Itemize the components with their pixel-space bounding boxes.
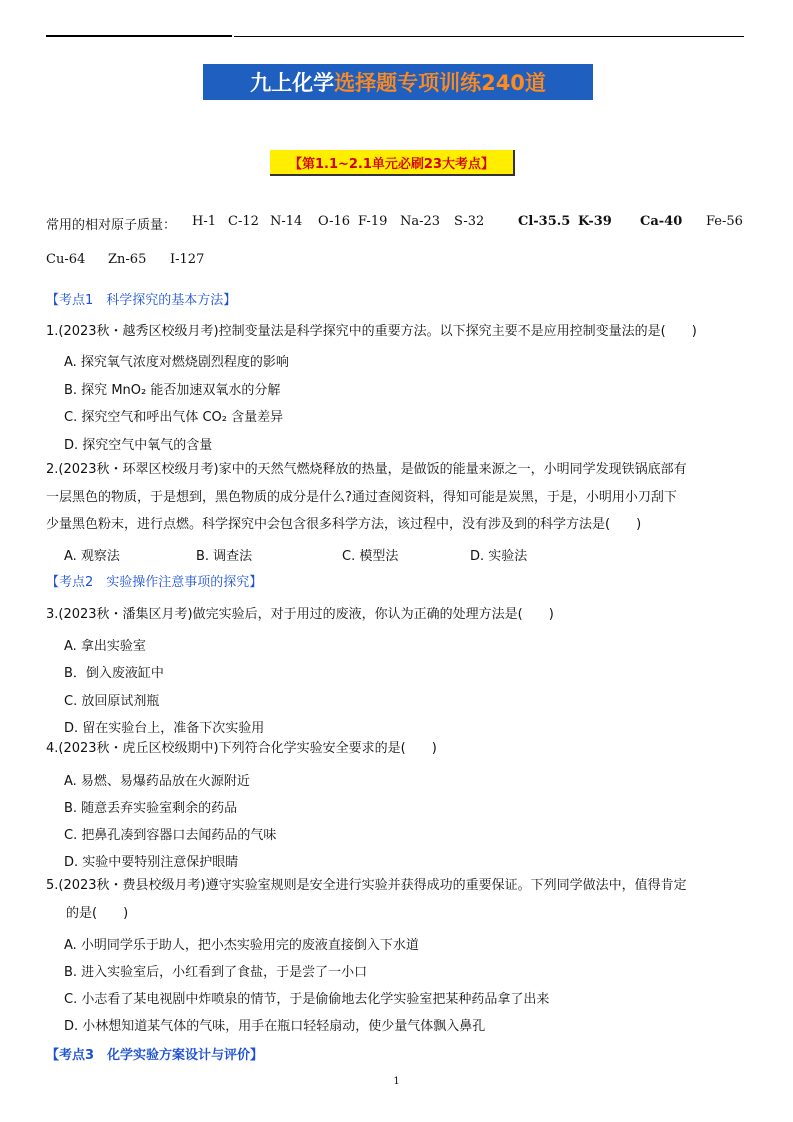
question-option: C. 把鼻孔凑到容器口去闻药品的气味	[64, 828, 277, 843]
kaodian-heading: 【考点3 化学实验方案设计与评价】	[46, 1048, 264, 1063]
atomic-mass-item: I-127	[170, 252, 205, 267]
question-option: A. 探究氧气浓度对燃烧剧烈程度的影响	[64, 355, 289, 370]
question-3-stem: 3.(2023秋・潘集区月考)做完实验后，对于用过的废液，你认为正确的处理方法是( )	[46, 607, 554, 622]
header-rule-thin	[234, 36, 744, 37]
question-option: C. 模型法	[342, 549, 399, 564]
question-option: C. 小志看了某电视剧中炸喷泉的情节，于是偷偷地去化学实验室把某种药品拿了出来	[64, 992, 550, 1007]
question-option: D. 探究空气中氧气的含量	[64, 438, 213, 453]
question-option: D. 实验中要特别注意保护眼睛	[64, 855, 239, 870]
atomic-mass-item: Zn-65	[108, 252, 147, 267]
atomic-masses-label: 常用的相对原子质量：	[46, 218, 177, 233]
kaodian-heading: 【考点2 实验操作注意事项的探究】	[46, 575, 263, 590]
atomic-mass-item: K-39	[578, 214, 612, 229]
title-part2: 选择题专项训练240道	[334, 71, 546, 95]
atomic-mass-item: C-12	[228, 214, 259, 229]
question-5-stem: 5.(2023秋・费县校级月考)遵守实验室规则是安全进行实验并获得成功的重要保证。下列同学做法中，值得肯定	[46, 878, 687, 893]
header-rule-thick	[46, 35, 232, 37]
question-option: C. 放回原试剂瓶	[64, 694, 160, 709]
question-2-stem-cont: 一层黑色的物质，于是想到，黑色物质的成分是什么?通过查阅资料，得知可能是炭黑，于是，小明用小刀刮下	[46, 490, 677, 505]
question-option: B. 进入实验室后，小红看到了食盐，于是尝了一小口	[64, 965, 368, 980]
atomic-mass-item: Ca-40	[640, 214, 683, 229]
question-option: A. 拿出实验室	[64, 639, 146, 654]
question-option: B. 调查法	[196, 549, 253, 564]
document-title	[203, 64, 593, 100]
question-2-stem-cont: 少量黑色粉末，进行点燃。科学探究中会包含很多科学方法，该过程中，没有涉及到的科学方法是( )	[46, 517, 642, 532]
question-option: A. 易燃、易爆药品放在火源附近	[64, 774, 250, 789]
question-2-stem: 2.(2023秋・环翠区校级月考)家中的天然气燃烧释放的热量，是做饭的能量来源之一，小明同学发现铁锅底部有	[46, 462, 687, 477]
question-option: D. 留在实验台上，准备下次实验用	[64, 721, 265, 736]
question-option: C. 探究空气和呼出气体 CO₂ 含量差异	[64, 410, 284, 425]
question-option: B. 随意丢弃实验室剩余的药品	[64, 801, 238, 816]
atomic-mass-item: S-32	[454, 214, 485, 229]
question-5-stem-cont: 的是( )	[66, 906, 129, 921]
question-1-stem: 1.(2023秋・越秀区校级月考)控制变量法是科学探究中的重要方法。以下探究主要不是应用控制变量法的是( )	[46, 324, 697, 339]
atomic-mass-item: O-16	[318, 214, 351, 229]
kaodian-heading: 【考点1 科学探究的基本方法】	[46, 293, 237, 308]
page-number: 1	[393, 1076, 400, 1087]
atomic-mass-item: Cu-64	[46, 252, 86, 267]
atomic-mass-item: F-19	[358, 214, 388, 229]
question-4-stem: 4.(2023秋・虎丘区校级期中)下列符合化学实验安全要求的是( )	[46, 741, 437, 756]
question-option: A. 观察法	[64, 549, 120, 564]
question-option: A. 小明同学乐于助人，把小杰实验用完的废液直接倒入下水道	[64, 938, 419, 953]
question-option: B．倒入废液缸中	[64, 666, 164, 681]
atomic-mass-item: N-14	[270, 214, 303, 229]
atomic-mass-item: Fe-56	[706, 214, 743, 229]
title-part1: 九上化学	[250, 71, 335, 95]
atomic-mass-item: H-1	[192, 214, 217, 229]
atomic-mass-item: Cl-35.5	[518, 214, 571, 229]
question-option: D. 实验法	[470, 549, 528, 564]
unit-subtitle: 【第1.1~2.1单元必刷23大考点】	[270, 150, 515, 176]
atomic-mass-item: Na-23	[400, 214, 441, 229]
question-option: D. 小林想知道某气体的气味，用手在瓶口轻轻扇动，使少量气体飘入鼻孔	[64, 1019, 486, 1034]
question-option: B. 探究 MnO₂ 能否加速双氧水的分解	[64, 383, 281, 398]
